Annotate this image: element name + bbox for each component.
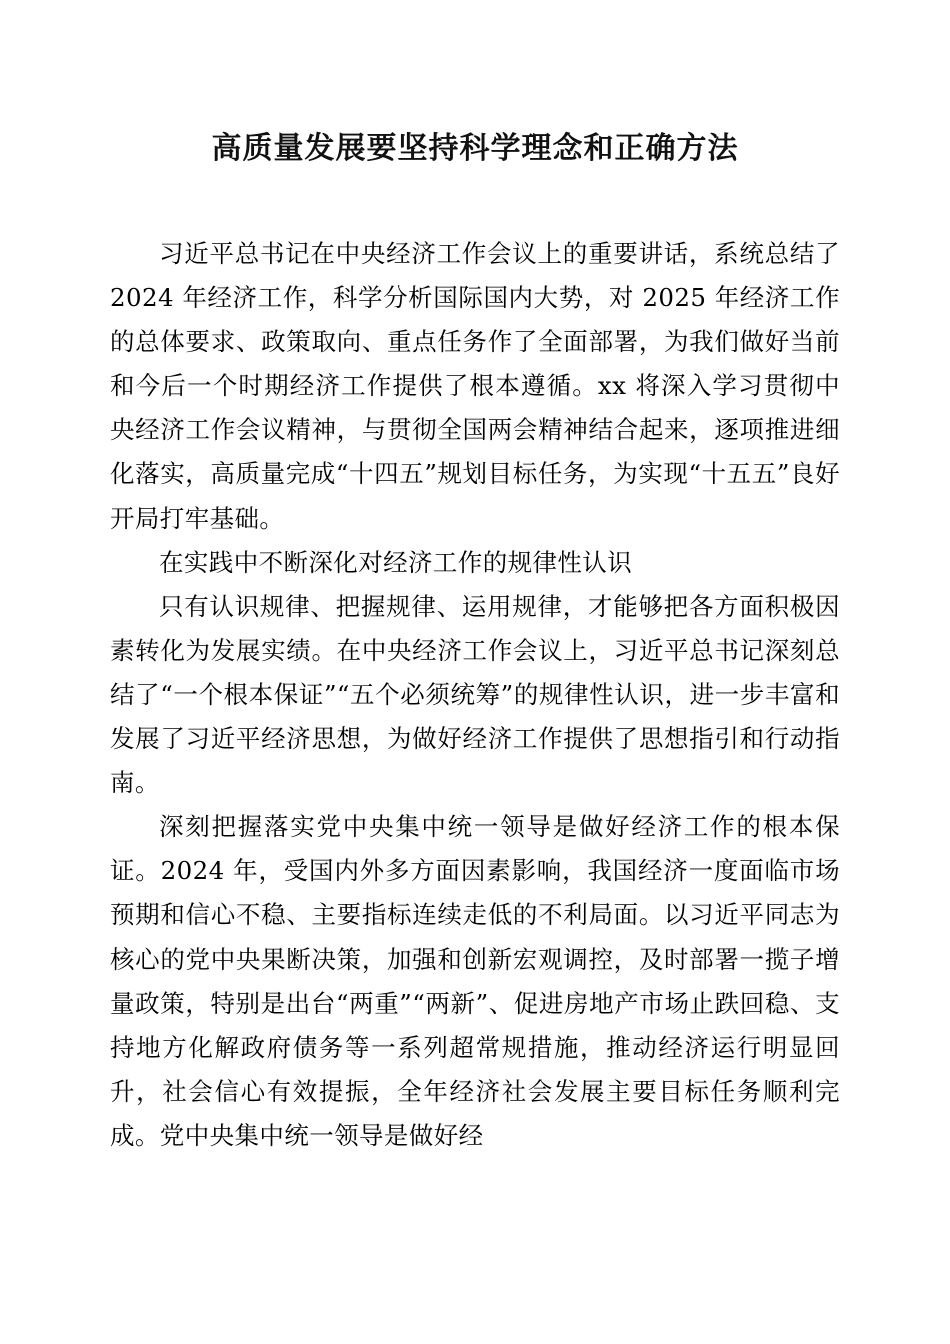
paragraph-3: 只有认识规律、把握规律、运用规律，才能够把各方面积极因素转化为发展实绩。在中央经济工作会议上，习近平总书记深刻总结了“一个根本保证”“五个必须统筹”的规律性认识，进一步丰富和发展了习近平经济思想，为做好经济工作提供了思想指引和行动指南。 [110,591,840,798]
paragraph-2-subheading: 在实践中不断深化对经济工作的规律性认识 [159,547,633,577]
paragraph-1: 习近平总书记在中央经济工作会议上的重要讲话，系统总结了 2024 年经济工作，科学分析国际国内大势，对 2025 年经济工作的总体要求、政策取向、重点任务作了全面部署，为我们做好当前和今后一个时期经济工作提供了根本遵循。xx 将深入学习贯彻中央经济工作会议精神，与贯彻全国两会精神结合起来，逐项推进细化落实，高质量完成“十四五”规划目标任务，为实现“十五五”良好开局打牢基础。 [110,239,840,533]
page-title: 高质量发展要坚持科学理念和正确方法 [211,131,739,166]
document-body [110,0,840,1158]
paragraph-4: 深刻把握落实党中央集中统一领导是做好经济工作的根本保证。2024 年，受国内外多方面因素影响，我国经济一度面临市场预期和信心不稳、主要指标连续走低的不利局面。以习近平同志为核心的党中央果断决策，加强和创新宏观调控，及时部署一揽子增量政策，特别是出台“两重”“两新”、促进房地产市场止跌回稳、支持地方化解政府债务等一系列超常规措施，推动经济运行明显回升，社会信心有效提振，全年经济社会发展主要目标任务顺利完成。党中央集中统一领导是做好经 [110,812,840,1150]
